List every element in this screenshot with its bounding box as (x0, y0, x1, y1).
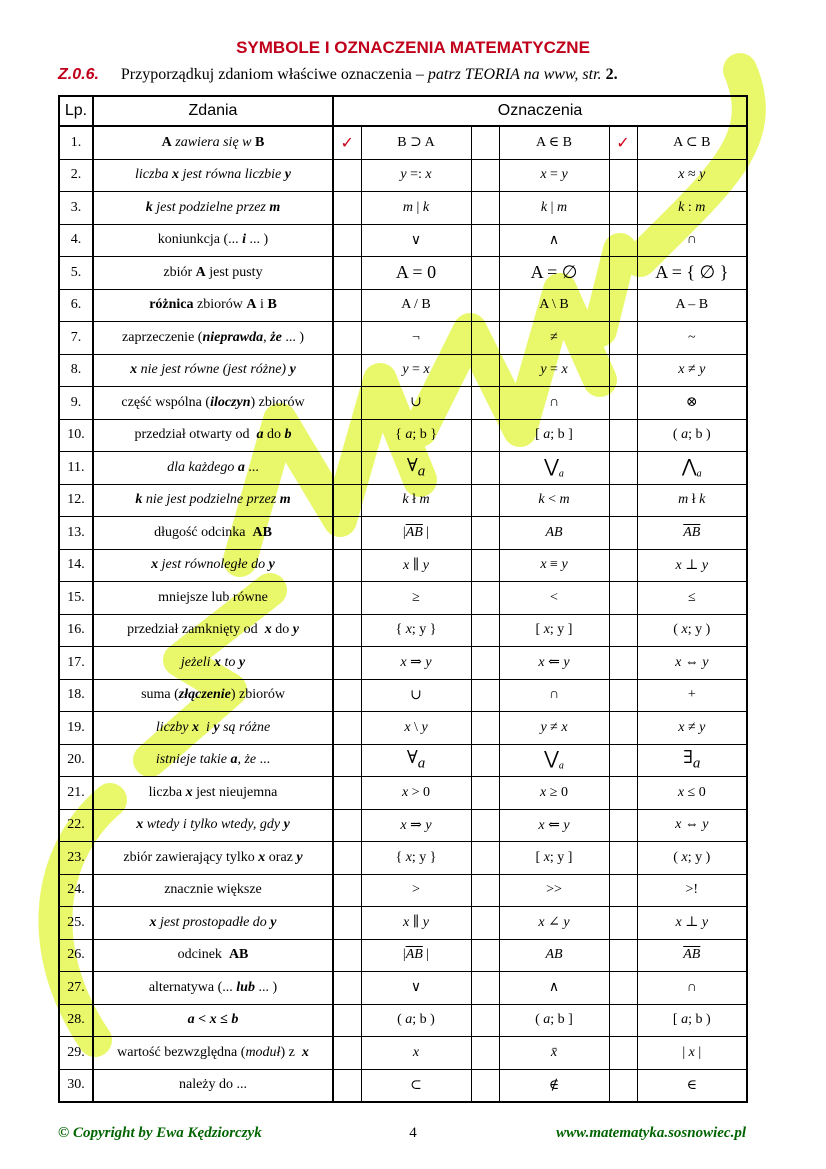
table-row (59, 387, 747, 420)
notation-option: A \ B (499, 289, 609, 322)
notation-option: ≠ (499, 322, 609, 355)
table-row (59, 809, 747, 842)
row-number: 25. (59, 907, 93, 940)
notation-option: ∩ (499, 679, 609, 712)
answer-checkbox[interactable] (471, 679, 499, 712)
check-mark-icon: ✓ (340, 134, 354, 152)
answer-checkbox[interactable] (471, 874, 499, 907)
notation-option: $\exists_a$ (637, 744, 747, 777)
answer-checkbox[interactable] (471, 1069, 499, 1102)
page-number: 4 (409, 1125, 417, 1141)
notation-option: k | m (499, 192, 609, 225)
answer-checkbox[interactable] (333, 289, 361, 322)
statement: a < x ≤ b (93, 1004, 333, 1037)
notation-option: $⋁_a$ (499, 744, 609, 777)
row-number: 19. (59, 712, 93, 745)
row-number: 21. (59, 777, 93, 810)
notation-option: x̄ (499, 1037, 609, 1070)
notation-option: ∨ (361, 972, 471, 1005)
notation-option: ∉ (499, 1069, 609, 1102)
task-text: Przyporządkuj zdaniom właściwe oznaczenia – (120, 66, 424, 83)
notation-option: ( a; b ) (361, 1004, 471, 1037)
table-row (59, 842, 747, 875)
answer-checkbox[interactable] (471, 257, 499, 290)
notation-option: x ≠ y (637, 712, 747, 745)
statement: jeżeli x to y (93, 647, 333, 680)
answer-checkbox[interactable] (333, 842, 361, 875)
answer-checkbox[interactable] (333, 452, 361, 485)
notation-option: x ∥ y (361, 549, 471, 582)
answer-checkbox[interactable] (471, 517, 499, 550)
answer-checkbox[interactable] (333, 972, 361, 1005)
statement: zaprzeczenie (nieprawda, że ... ) (93, 322, 333, 355)
row-number: 6. (59, 289, 93, 322)
answer-checkbox[interactable] (609, 614, 637, 647)
symbols-table (58, 95, 748, 1103)
statement: liczba x jest równa liczbie y (93, 159, 333, 192)
notation-option: x ≤ 0 (637, 777, 747, 810)
row-number: 28. (59, 1004, 93, 1037)
notation-option: k ł m (361, 484, 471, 517)
statement: dla każdego a ... (93, 452, 333, 485)
header-oznaczenia: Oznaczenia (333, 96, 747, 126)
table-row (59, 322, 747, 355)
answer-checkbox[interactable] (609, 679, 637, 712)
notation-option: x = y (499, 159, 609, 192)
answer-checkbox[interactable] (471, 647, 499, 680)
answer-checkbox[interactable] (471, 842, 499, 875)
statement: istnieje takie a, że ... (93, 744, 333, 777)
table-row (59, 614, 747, 647)
notation-option: A = ∅ (499, 257, 609, 290)
answer-checkbox[interactable] (333, 517, 361, 550)
table-row (59, 484, 747, 517)
row-number: 12. (59, 484, 93, 517)
answer-checkbox[interactable] (609, 484, 637, 517)
notation-option: ∨ (361, 224, 471, 257)
answer-checkbox[interactable] (333, 419, 361, 452)
notation-option: m | k (361, 192, 471, 225)
notation-option: y = x (499, 354, 609, 387)
answer-checkbox[interactable] (609, 582, 637, 615)
task-reference: patrz TEORIA na www, str. (427, 66, 602, 83)
answer-checkbox[interactable] (471, 126, 499, 159)
row-number: 27. (59, 972, 93, 1005)
statement: k nie jest podzielne przez m (93, 484, 333, 517)
table-row (59, 126, 747, 159)
answer-checkbox[interactable] (609, 1004, 637, 1037)
notation-option: x \ y (361, 712, 471, 745)
answer-checkbox[interactable] (609, 159, 637, 192)
answer-checkbox[interactable] (609, 452, 637, 485)
row-number: 26. (59, 939, 93, 972)
answer-checkbox[interactable] (471, 159, 499, 192)
notation-option: x ∠ y (499, 907, 609, 940)
answer-checkbox[interactable] (333, 1069, 361, 1102)
notation-option: x ≠ y (637, 354, 747, 387)
table-header (59, 96, 747, 126)
answer-checkbox[interactable] (333, 907, 361, 940)
answer-checkbox[interactable] (471, 322, 499, 355)
row-number: 2. (59, 159, 93, 192)
answer-checkbox[interactable] (333, 1004, 361, 1037)
answer-checkbox[interactable] (471, 289, 499, 322)
answer-checkbox[interactable] (609, 517, 637, 550)
notation-option: $\forall_a$ (361, 452, 471, 485)
notation-option: [ a; b ) (637, 1004, 747, 1037)
answer-checkbox[interactable] (609, 777, 637, 810)
table-row (59, 1037, 747, 1070)
notation-option: [ x; y ] (499, 614, 609, 647)
row-number: 4. (59, 224, 93, 257)
answer-checkbox[interactable] (333, 614, 361, 647)
notation-option: $|\overline{AB}$ | (361, 939, 471, 972)
row-number: 13. (59, 517, 93, 550)
answer-checkbox[interactable] (333, 192, 361, 225)
row-number: 24. (59, 874, 93, 907)
answer-checkbox[interactable] (471, 484, 499, 517)
notation-option: x ⇔ y (637, 809, 747, 842)
notation-option: >> (499, 874, 609, 907)
answer-checkbox[interactable] (609, 322, 637, 355)
row-number: 29. (59, 1037, 93, 1070)
row-number: 14. (59, 549, 93, 582)
notation-option: A / B (361, 289, 471, 322)
row-number: 22. (59, 809, 93, 842)
row-number: 3. (59, 192, 93, 225)
answer-checkbox[interactable] (609, 1037, 637, 1070)
answer-checkbox[interactable] (333, 387, 361, 420)
statement: przedział zamknięty od x do y (93, 614, 333, 647)
notation-option: x ≡ y (499, 549, 609, 582)
row-number: 20. (59, 744, 93, 777)
answer-checkbox[interactable] (471, 192, 499, 225)
table-row (59, 224, 747, 257)
row-number: 10. (59, 419, 93, 452)
answer-checkbox[interactable] (333, 777, 361, 810)
answer-checkbox[interactable] (471, 614, 499, 647)
answer-checkbox[interactable] (609, 712, 637, 745)
answer-checkbox[interactable] (471, 452, 499, 485)
answer-checkbox[interactable] (333, 224, 361, 257)
answer-checkbox[interactable] (333, 126, 361, 159)
answer-checkbox[interactable] (333, 549, 361, 582)
answer-checkbox[interactable] (471, 744, 499, 777)
notation-option: ∪ (361, 387, 471, 420)
answer-checkbox[interactable] (471, 777, 499, 810)
header-zdania: Zdania (93, 96, 333, 126)
notation-option: ⊗ (637, 387, 747, 420)
notation-option: $⋀_a$ (637, 452, 747, 485)
notation-option: x > 0 (361, 777, 471, 810)
table-row (59, 907, 747, 940)
answer-checkbox[interactable] (471, 354, 499, 387)
table-row (59, 647, 747, 680)
answer-checkbox[interactable] (333, 744, 361, 777)
statement: x jest równoległe do y (93, 549, 333, 582)
notation-option: y ≠ x (499, 712, 609, 745)
notation-option: ∪ (361, 679, 471, 712)
answer-checkbox[interactable] (609, 289, 637, 322)
notation-option: A = 0 (361, 257, 471, 290)
notation-option: ≥ (361, 582, 471, 615)
table-row (59, 972, 747, 1005)
notation-option: | x | (637, 1037, 747, 1070)
table-row (59, 452, 747, 485)
row-number: 11. (59, 452, 93, 485)
table-row (59, 874, 747, 907)
table-row (59, 192, 747, 225)
table-row (59, 354, 747, 387)
statement: koniunkcja (... i ... ) (93, 224, 333, 257)
statement: k jest podzielne przez m (93, 192, 333, 225)
row-number: 8. (59, 354, 93, 387)
notation-option: ( a; b ] (499, 1004, 609, 1037)
table-row (59, 159, 747, 192)
notation-option: ∧ (499, 972, 609, 1005)
check-mark-icon: ✓ (616, 134, 630, 152)
answer-checkbox[interactable] (333, 159, 361, 192)
notation-option: ∩ (637, 224, 747, 257)
answer-checkbox[interactable] (471, 1037, 499, 1070)
notation-option: x (361, 1037, 471, 1070)
notation-option: { x; y } (361, 614, 471, 647)
row-number: 9. (59, 387, 93, 420)
answer-checkbox[interactable] (333, 809, 361, 842)
notation-option: A – B (637, 289, 747, 322)
table-row (59, 582, 747, 615)
statement: część wspólna (iloczyn) zbiorów (93, 387, 333, 420)
notation-option: y = x (361, 354, 471, 387)
notation-option: x ⇐ y (499, 809, 609, 842)
notation-option: $|\overline{AB}$ | (361, 517, 471, 550)
notation-option: A ∈ B (499, 126, 609, 159)
statement: suma (złączenie) zbiorów (93, 679, 333, 712)
task-line (58, 66, 618, 84)
statement: x nie jest równe (jest różne) y (93, 354, 333, 387)
notation-option: + (637, 679, 747, 712)
answer-checkbox[interactable] (609, 744, 637, 777)
header-lp: Lp. (59, 96, 93, 126)
notation-option: $\overline{AB}$ (637, 517, 747, 550)
answer-checkbox[interactable] (471, 387, 499, 420)
answer-checkbox[interactable] (609, 647, 637, 680)
notation-option: ∧ (499, 224, 609, 257)
answer-checkbox[interactable] (609, 939, 637, 972)
notation-option: x ⇔ y (637, 647, 747, 680)
statement: zbiór zawierający tylko x oraz y (93, 842, 333, 875)
answer-checkbox[interactable] (471, 972, 499, 1005)
statement: przedział otwarty od a do b (93, 419, 333, 452)
table-row (59, 712, 747, 745)
notation-option: $\forall_a$ (361, 744, 471, 777)
notation-option: B ⊃ A (361, 126, 471, 159)
statement: liczba x jest nieujemna (93, 777, 333, 810)
row-number: 16. (59, 614, 93, 647)
answer-checkbox[interactable] (471, 224, 499, 257)
answer-checkbox[interactable] (471, 582, 499, 615)
table-row (59, 1004, 747, 1037)
page-title: SYMBOLE I OZNACZENIA MATEMATYCZNE (236, 38, 590, 57)
row-number: 23. (59, 842, 93, 875)
answer-checkbox[interactable] (333, 939, 361, 972)
statement: należy do ... (93, 1069, 333, 1102)
notation-option: ( a; b ) (637, 419, 747, 452)
notation-option: ⊂ (361, 1069, 471, 1102)
answer-checkbox[interactable] (333, 712, 361, 745)
table-row (59, 679, 747, 712)
table-row (59, 257, 747, 290)
notation-option: x ⇒ y (361, 647, 471, 680)
answer-checkbox[interactable] (471, 419, 499, 452)
notation-option: ¬ (361, 322, 471, 355)
notation-option: $⋁_a$ (499, 452, 609, 485)
answer-checkbox[interactable] (609, 549, 637, 582)
notation-option: AB (499, 517, 609, 550)
answer-checkbox[interactable] (609, 192, 637, 225)
notation-option: ( x; y ) (637, 614, 747, 647)
notation-option: x ≥ 0 (499, 777, 609, 810)
table-row (59, 1069, 747, 1102)
answer-checkbox[interactable] (471, 939, 499, 972)
answer-checkbox[interactable] (609, 257, 637, 290)
notation-option: $\overline{AB}$ (637, 939, 747, 972)
row-number: 17. (59, 647, 93, 680)
task-ref-page: 2. (605, 66, 618, 83)
answer-checkbox[interactable] (609, 972, 637, 1005)
notation-option: x ⇐ y (499, 647, 609, 680)
answer-checkbox[interactable] (333, 679, 361, 712)
table-row (59, 744, 747, 777)
row-number: 1. (59, 126, 93, 159)
answer-checkbox[interactable] (333, 354, 361, 387)
table-row (59, 289, 747, 322)
row-number: 15. (59, 582, 93, 615)
answer-checkbox[interactable] (609, 809, 637, 842)
statement: mniejsze lub równe (93, 582, 333, 615)
answer-checkbox[interactable] (471, 907, 499, 940)
statement: x jest prostopadłe do y (93, 907, 333, 940)
notation-option: ∩ (499, 387, 609, 420)
notation-option: [ a; b ] (499, 419, 609, 452)
table-row (59, 939, 747, 972)
table-body (59, 126, 747, 1102)
notation-option: { x; y } (361, 842, 471, 875)
answer-checkbox[interactable] (333, 257, 361, 290)
answer-checkbox[interactable] (609, 387, 637, 420)
answer-checkbox[interactable] (333, 322, 361, 355)
notation-option: [ x; y ] (499, 842, 609, 875)
answer-checkbox[interactable] (333, 874, 361, 907)
notation-option: < (499, 582, 609, 615)
notation-option: x ⊥ y (637, 907, 747, 940)
notation-option: k : m (637, 192, 747, 225)
table-row (59, 549, 747, 582)
notation-option: A ⊂ B (637, 126, 747, 159)
row-number: 7. (59, 322, 93, 355)
notation-option: { a; b } (361, 419, 471, 452)
answer-checkbox[interactable] (609, 907, 637, 940)
statement: różnica zbiorów A i B (93, 289, 333, 322)
row-number: 5. (59, 257, 93, 290)
notation-option: ∩ (637, 972, 747, 1005)
answer-checkbox[interactable] (609, 419, 637, 452)
notation-option: x ∥ y (361, 907, 471, 940)
answer-checkbox[interactable] (609, 354, 637, 387)
notation-option: x ⇒ y (361, 809, 471, 842)
statement: znacznie większe (93, 874, 333, 907)
notation-option: ( x; y ) (637, 842, 747, 875)
notation-option: ~ (637, 322, 747, 355)
answer-checkbox[interactable] (471, 712, 499, 745)
notation-option: x ⊥ y (637, 549, 747, 582)
notation-option: ≤ (637, 582, 747, 615)
statement: alternatywa (... lub ... ) (93, 972, 333, 1005)
notation-option: ∈ (637, 1069, 747, 1102)
answer-checkbox[interactable] (333, 647, 361, 680)
statement: A zawiera się w B (93, 126, 333, 159)
table-row (59, 517, 747, 550)
notation-option: y =: x (361, 159, 471, 192)
notation-option: m ł k (637, 484, 747, 517)
statement: zbiór A jest pusty (93, 257, 333, 290)
statement: długość odcinka AB (93, 517, 333, 550)
table-row (59, 777, 747, 810)
answer-checkbox[interactable] (471, 1004, 499, 1037)
task-number: Z.0.6. (58, 66, 99, 83)
answer-checkbox[interactable] (609, 224, 637, 257)
statement: liczby x i y są różne (93, 712, 333, 745)
answer-checkbox[interactable] (609, 1069, 637, 1102)
notation-option: > (361, 874, 471, 907)
statement: x wtedy i tylko wtedy, gdy y (93, 809, 333, 842)
answer-checkbox[interactable] (609, 874, 637, 907)
notation-option: k < m (499, 484, 609, 517)
answer-checkbox[interactable] (471, 549, 499, 582)
answer-checkbox[interactable] (333, 582, 361, 615)
statement: odcinek AB (93, 939, 333, 972)
statement: wartość bezwzględna (moduł) z x (93, 1037, 333, 1070)
answer-checkbox[interactable] (609, 126, 637, 159)
notation-option: AB (499, 939, 609, 972)
row-number: 30. (59, 1069, 93, 1102)
answer-checkbox[interactable] (333, 1037, 361, 1070)
copyright: © Copyright by Ewa Kędziorczyk (58, 1125, 262, 1141)
answer-checkbox[interactable] (333, 484, 361, 517)
notation-option: x ≈ y (637, 159, 747, 192)
row-number: 18. (59, 679, 93, 712)
answer-checkbox[interactable] (609, 842, 637, 875)
notation-option: >! (637, 874, 747, 907)
table-row (59, 419, 747, 452)
notation-option: A = { ∅ } (637, 257, 747, 290)
answer-checkbox[interactable] (471, 809, 499, 842)
website-link[interactable]: www.matematyka.sosnowiec.pl (556, 1125, 746, 1141)
